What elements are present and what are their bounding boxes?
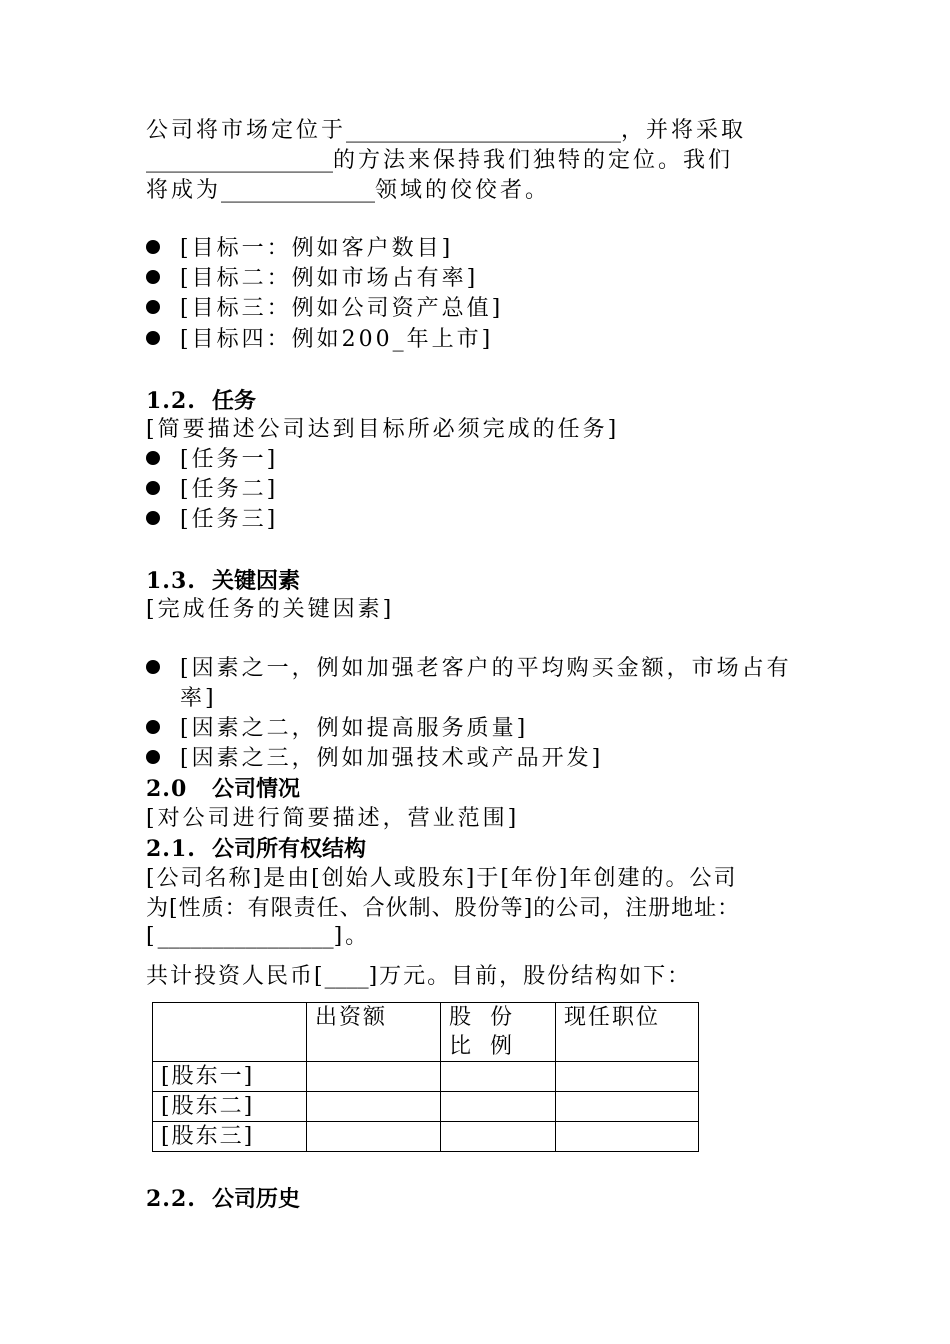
- ownership-text-line: [公司名称]是由[创始人或股东]于[年份]年创建的。公司: [146, 866, 738, 891]
- bullet-icon: [146, 240, 160, 254]
- task-item: [146, 445, 278, 475]
- factor-text: [因素之二，例如提高服务质量]: [180, 716, 529, 741]
- factor-text-continued: 率]: [180, 686, 217, 711]
- table-header-cell: 出资额: [307, 1003, 441, 1062]
- goal-text: [目标三：例如公司资产总值]: [180, 296, 504, 321]
- table-cell: [股东三]: [153, 1122, 307, 1152]
- section-heading-2-2: [146, 1184, 300, 1214]
- section-description: [完成任务的关键因素]: [146, 597, 395, 622]
- text-fragment: 公司将市场定位于: [146, 118, 347, 143]
- section-heading-1-2: [146, 386, 256, 416]
- goal-item: [146, 294, 503, 324]
- market-position-line-2: [146, 146, 733, 176]
- text-fragment: ，并将采取: [621, 118, 747, 143]
- factor-item: [146, 744, 603, 774]
- factor-text: [因素之三，例如加强技术或产品开发]: [180, 746, 604, 771]
- goal-text: [目标一：例如客户数目]: [180, 236, 454, 261]
- goal-item: [146, 264, 478, 294]
- section-title: 任务: [212, 388, 257, 414]
- market-position-line-1: [146, 116, 746, 146]
- section-title: 公司情况: [212, 776, 301, 802]
- section-title: 公司历史: [212, 1186, 301, 1212]
- section-number: 1.3.: [146, 568, 196, 594]
- text-fragment: 的方法来保持我们独特的定位。我们: [333, 148, 734, 173]
- factor-text: [因素之一，例如加强老客户的平均购买金额，市场占有: [180, 656, 792, 681]
- text-fragment: 共计投资人民币[: [146, 964, 325, 989]
- section-number: 2.2.: [146, 1186, 196, 1212]
- table-row: [153, 1092, 699, 1122]
- task-item: [146, 505, 278, 535]
- ownership-address-line: [146, 922, 370, 952]
- text-fragment: 将成为: [146, 178, 222, 203]
- goal-item: [146, 234, 453, 264]
- section-heading-1-3: [146, 566, 300, 596]
- blank-field: _________________: [146, 148, 333, 173]
- bullet-icon: [146, 750, 160, 764]
- text-fragment: ]。: [333, 924, 371, 949]
- bullet-icon: [146, 511, 160, 525]
- table-row: [153, 1062, 699, 1092]
- goal-item: [146, 325, 493, 355]
- section-title: 关键因素: [212, 568, 301, 594]
- table-cell: [441, 1092, 556, 1122]
- section-description: [简要描述公司达到目标所必须完成的任务]: [146, 417, 620, 442]
- table-header-cell: 现任职位: [556, 1003, 699, 1062]
- table-cell: [307, 1092, 441, 1122]
- ownership-text-line: 为[性质：有限责任、合伙制、股份等]的公司，注册地址：: [146, 896, 741, 921]
- task-item: [146, 475, 278, 505]
- section-number: 2.1.: [146, 836, 196, 862]
- investment-line: [146, 962, 691, 992]
- bullet-icon: [146, 451, 160, 465]
- text-fragment: ]万元。目前，股份结构如下：: [368, 964, 692, 989]
- bullet-icon: [146, 720, 160, 734]
- bullet-icon: [146, 660, 160, 674]
- goal-text: [目标二：例如市场占有率]: [180, 266, 479, 291]
- table-cell: [441, 1062, 556, 1092]
- table-cell: [307, 1062, 441, 1092]
- section-number: 1.2.: [146, 388, 196, 414]
- blank-field: ____: [324, 964, 369, 989]
- bullet-icon: [146, 481, 160, 495]
- market-position-line-3: [146, 176, 550, 206]
- text-fragment: [: [146, 924, 158, 949]
- table-cell: [股东二]: [153, 1092, 307, 1122]
- text-fragment: 领域的佼佼者。: [375, 178, 551, 203]
- task-text: [任务二]: [180, 477, 279, 502]
- table-cell: [556, 1092, 699, 1122]
- table-header-cell: 股 份 比 例: [441, 1003, 556, 1062]
- section-number: 2.0: [146, 776, 188, 802]
- table-header-row: [153, 1003, 699, 1062]
- blank-field: _________________________: [346, 118, 622, 143]
- factor-item: [146, 654, 792, 684]
- table-cell: [441, 1122, 556, 1152]
- table-cell: [556, 1062, 699, 1092]
- section-heading-2-0: [146, 774, 300, 804]
- section-description: [对公司进行简要描述，营业范围]: [146, 806, 520, 831]
- blank-field: ________________: [157, 924, 334, 949]
- goal-text: [目标四：例如200_年上市]: [180, 327, 494, 352]
- table-cell: [307, 1122, 441, 1152]
- factor-item: [146, 714, 528, 744]
- bullet-icon: [146, 331, 160, 345]
- table-cell: [股东一]: [153, 1062, 307, 1092]
- table-header-cell: [153, 1003, 307, 1062]
- share-structure-table: [152, 1002, 699, 1152]
- table-row: [153, 1122, 699, 1152]
- table-cell: [556, 1122, 699, 1152]
- section-heading-2-1: [146, 834, 366, 864]
- blank-field: ______________: [221, 178, 376, 203]
- task-text: [任务三]: [180, 507, 279, 532]
- bullet-icon: [146, 300, 160, 314]
- task-text: [任务一]: [180, 447, 279, 472]
- bullet-icon: [146, 270, 160, 284]
- section-title: 公司所有权结构: [212, 836, 367, 862]
